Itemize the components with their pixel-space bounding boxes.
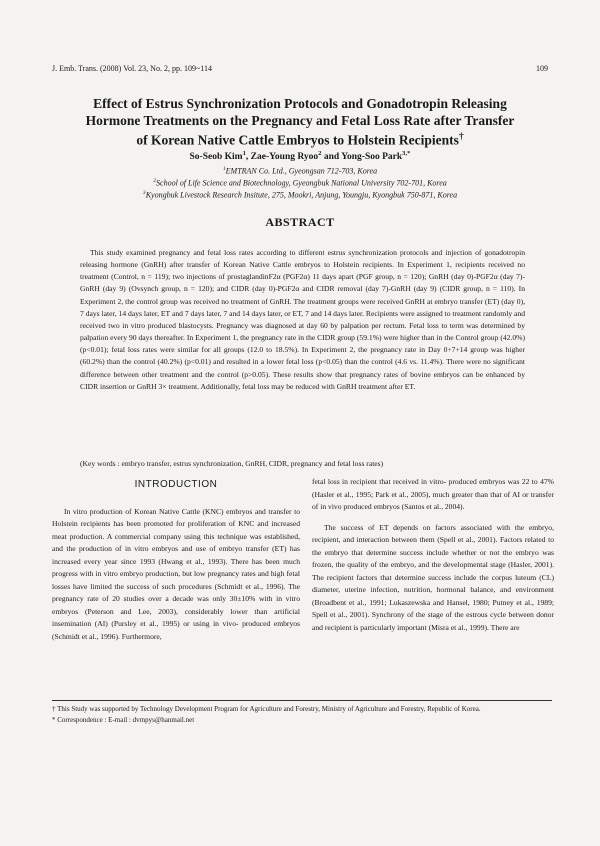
affiliation-1: $^1$EMTRAN Co. Ltd., Gyeongsan 712-703, Korea xyxy=(222,166,378,176)
author-3: Yong-Soo Park xyxy=(341,152,403,163)
footnotes xyxy=(52,704,557,726)
left-column xyxy=(52,476,300,644)
keywords: (Key words : embryo transfer, estrus synchronization, GnRH, CIDR, pregnancy and fetal loss rates) xyxy=(80,459,384,468)
title-dagger: † xyxy=(458,132,464,142)
title-line-1: Effect of Estrus Synchronization Protocols and Gonadotropin Releasing xyxy=(93,96,507,111)
affiliation-3: $^3$Kyongbuk Livestock Research Insitute, 275, Mookri, Anjung, Youngju, Kyongbuk 750-871, Korea xyxy=(142,190,458,200)
title-line-2: Hormone Treatments on the Pregnancy and Fetal Loss Rate after Transfer xyxy=(85,112,515,128)
right-column xyxy=(312,476,554,635)
funding-footnote: † This Study was supported by Technology Development Program for Agriculture and Forestry, Ministry of Agriculture and Forestry, Republic of Korea. xyxy=(52,705,481,713)
affiliation-2: $^2$School of Life Science and Biotechnology, Gyeongbuk National University 702-701, Korea xyxy=(153,178,447,188)
page-number: 109 xyxy=(536,64,548,73)
author-list: So-Seob Kim$^1$, Zae-Young Ryoo$^2$ and Yong-Soo Park$^{3,*}$ xyxy=(189,150,411,163)
intro-paragraph-1-continued: fetal loss in recipient that received in vitro- produced embryos was 22 to 47% (Hasler et al., 1995; Park et al., 2005), much greater than that of AI or transfer of in vivo produced embryos (Santos et al., 2004). xyxy=(312,477,554,512)
intro-paragraph-2: The success of ET depends on factors associated with the embryo, recipient, and interaction between them (Spell et al., 2001). Factors related to the embryo that determine success include whether or not the embryo was frozen, the quality of the embryo, and the developmental stage (Hasler, 2001). The recipient factors that determine success include the corpus luteum (CL) diameter, uterine infection, nutrition, hormonal balance, and environment (Broadbent et al., 1991; Lukaszewska and Hansel, 1980; Putney et al., 1989; Spell et al., 2001). Synchrony of the stage of the estrous cycle between donor and recipient is particularly important (Misra et al., 1999). There are xyxy=(312,522,554,633)
author-2: Zae-Young Ryoo xyxy=(250,152,319,163)
article-title xyxy=(40,96,560,149)
author-1: So-Seob Kim xyxy=(189,152,243,163)
intro-paragraph-1: In vitro production of Korean Native Cattle (KNC) embryos and transfer to Holstein recipients has been promoted for proliferation of KNC and increased meat production. A commercial company using this technique was established, and the production of in vitro embryos and use of embryo transfer (ET) has increased every year since 1993 (Hwang et al., 1993). There has been much progress with in vitro embryo production, but low pregnancy rates and high fetal losses have limited the success of such procedures (Schmidt et al., 1996). The pregnancy rate of 20 studies over a decade was only 30±10% with in vitro embryos (Peterson and Lee, 2003), considerably lower than artificial insemination (AI) (Pursley et al., 1995) or using in vivo- produced embryos (Schmidt et al., 1996). Furthermore, xyxy=(52,506,300,642)
correspondence-footnote: * Correspondence : E-mail : dvmpys@hanmail.net xyxy=(52,716,195,724)
abstract-body: This study examined pregnancy and fetal loss rates according to different estrus synchronization protocols and injection of gonadotropin releasing hormone (GnRH) after transfer of Korean Native Cattle embryos to Holstein recipients. In Experiment 1, recipients received no treatment (Control, n = 119); two injections of prostaglandinF2α (PGF2α) 11 days apart (PGF group, n = 120); GnRH (day 0)-PGF2α (day 7)-GnRH (day 9) (Ovsynch group, n = 120); and CIDR (day 0)-PGF2α and CIDR removal (day 7)-GnRH (day 9) (CIDR group, n = 110). In Experiment 2, the control group was received no treatment of GnRH. The treatment groups were received GnRH at embryo transfer (ET) (day 0), 7 days later, 14 days later, ET and 7 days later, 7 and 14 days later, or ET, 7 and 14 days later. Recipients were assigned to treatment randomly and received two in vitro produced blastocysts. Pregnancy was diagnosed at day 60 by palpation per rectum. Fetal loss to term was determined by palpation every 90 days thereafter. In Experiment 1, the pregnancy rate in the CIDR group (59.1%) were higher than in the Control group (42.0%) (p<0.01); fetal loss rates were similar for all groups (12.0 to 18.5%). In Experiment 2, the pregnancy rate in Day 0+7+14 group was higher (60.2%) than the control (40.2%) (p<0.01) and resulted in a lower fetal loss (p<0.05) than the control (4.6 vs. 11.4%). There were no significant difference between other treatment and the control (p>0.05). These results show that pregnancy rates of bovine embryos can be enhanced by CIDR insertion or GnRH 3× treatment. Additionally, fetal loss may be reduced with GnRH treatment after ET. xyxy=(80,248,525,391)
title-line-3: of Korean Native Cattle Embryos to Holstein Recipients† xyxy=(136,132,464,148)
section-heading-introduction: INTRODUCTION xyxy=(134,479,218,490)
journal-citation: J. Emb. Trans. (2008) Vol. 23, No. 2, pp. 109~114 xyxy=(52,64,212,73)
footnote-divider xyxy=(52,700,552,701)
abstract-heading: ABSTRACT xyxy=(265,215,335,229)
